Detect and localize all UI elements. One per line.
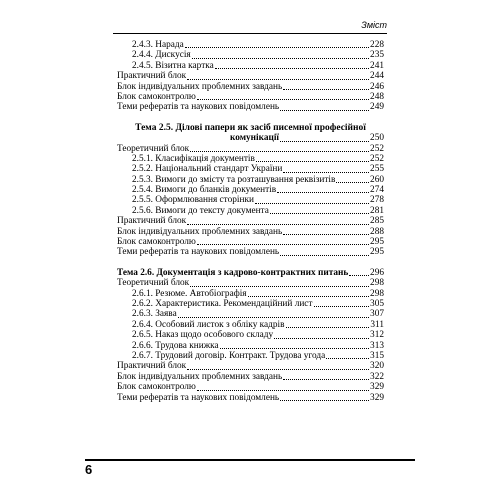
toc-entry-page: 320 [370,361,384,372]
toc-entry-text: Блок самоконтролю [117,91,196,102]
toc-entry [117,92,384,102]
toc-entry-page: 295 [370,247,384,258]
toc-entry-page: 285 [370,216,384,227]
toc-entry-page: 307 [370,309,384,320]
toc-entry [117,82,384,92]
toc-entry [117,206,384,216]
toc-entry [117,154,384,164]
toc-entry-text: 2.6.6. Трудова книжка [132,340,219,351]
footer-divider [85,459,415,461]
toc-entry [117,50,384,60]
toc-entry [117,361,384,371]
toc-entry [117,299,384,309]
toc-entry-page: 315 [370,350,384,361]
toc-entry [117,341,384,351]
header-divider [113,33,387,34]
topic-2-5-heading: Тема 2.5. Ділові папери як засіб писемної професійної [135,122,366,133]
toc-entry-text: Блок індивідуальних проблемних завдань [117,226,283,237]
toc-entry-text: 2.6.5. Наказ щодо особового складу [132,330,274,341]
toc-entry-text: Практичний блок [117,216,187,227]
toc-entry-text: 2.5.6. Вимоги до тексту документа [132,205,269,216]
toc-entry-text: 2.4.5. Візитна картка [132,60,214,71]
dot-leader [256,161,369,162]
toc-entry [117,40,384,50]
toc-entry-text: Теми рефератів та наукових повідомлень [117,102,280,113]
toc-entry-page: 235 [370,50,384,61]
toc-entry-page: 298 [370,278,384,289]
dot-leader [197,390,369,391]
dot-leader [314,306,370,307]
dot-leader [286,327,370,328]
dot-leader [270,213,369,214]
dot-leader [197,244,369,245]
toc-entry-page: 248 [370,91,384,102]
toc-entry [117,227,384,237]
dot-leader [277,192,369,193]
dot-leader [280,141,369,142]
toc-entry-text: 2.5.3. Вимоги до змісту та розташування реквізитів [132,174,336,185]
toc-entry-text: Тема 2.6. Документація з кадрово-контрактних питань [117,267,349,278]
toc-group-2-6 [117,278,384,403]
toc-entry-page: 329 [370,382,384,393]
toc-entry [117,330,384,340]
toc-entry-text: 2.6.4. Особовий листок з обліку кадрів [132,319,285,330]
toc-entry-text: Блок самоконтролю [117,382,196,393]
dot-leader [274,338,369,339]
toc-group-2-4 [117,40,384,113]
toc-entry-text: Блок самоконтролю [117,237,196,248]
toc-entry-page: 252 [370,143,384,154]
section-spacer [117,113,384,123]
toc-entry-page: 322 [370,371,384,382]
toc-entry [117,278,384,288]
toc-entry [117,185,384,195]
toc-entry-page: 252 [370,153,384,164]
toc-entry [117,164,384,174]
topic-2-5-heading-continuation [117,133,384,143]
toc-entry [117,382,384,392]
dot-leader [283,234,369,235]
toc-entry-page: 249 [370,102,384,113]
toc-entry-text: 2.6.3. Заява [132,309,177,320]
toc-entry-text: 2.4.4. Дискусія [132,50,191,61]
toc-entry-page: 281 [370,205,384,216]
toc-entry-text: комунікації [230,133,280,144]
toc-entry-page: 313 [370,340,384,351]
toc-entry [117,195,384,205]
toc-entry-page: 246 [370,81,384,92]
toc-entry-text: 2.4.3. Нарада [132,39,184,50]
toc-entry-page: 241 [370,60,384,71]
toc-entry-page: 244 [370,71,384,82]
toc-entry-text: Блок індивідуальних проблемних завдань [117,81,283,92]
toc-entry-page: 329 [370,392,384,403]
dot-leader [280,255,369,256]
toc-entry-page: 260 [370,174,384,185]
dot-leader [185,47,369,48]
toc-entry-text: 2.5.2. Національний стандарт України [132,164,283,175]
toc-entry [117,289,384,299]
toc-entry [117,247,384,257]
toc-entry-text: Практичний блок [117,361,187,372]
dot-leader [255,203,369,204]
toc-entry [117,320,384,330]
toc-entry-text: 2.6.2. Характеристика. Рекомендаційний лист [132,298,313,309]
toc-entry-text: 2.5.5. Оформлювання сторінки [132,195,254,206]
toc-entry-page: 312 [370,330,384,341]
toc-entry-text: Теоретичний блок [117,143,190,154]
dot-leader [280,400,369,401]
toc-entry-page: 311 [370,319,384,330]
dot-leader [283,89,369,90]
toc-entry-page: 255 [370,164,384,175]
dot-leader [187,224,369,225]
dot-leader [349,275,369,276]
toc-entry-text: Теоретичний блок [117,278,190,289]
toc-entry [117,175,384,185]
toc-entry-text: Блок індивідуальних проблемних завдань [117,371,283,382]
toc-entry [117,237,384,247]
dot-leader [215,68,369,69]
toc-entry-page: 278 [370,195,384,206]
dot-leader [336,182,369,183]
dot-leader [187,369,369,370]
dot-leader [192,58,369,59]
toc-entry [117,71,384,81]
toc-entry-page: 250 [370,133,384,144]
toc-entry [117,393,384,403]
dot-leader [283,172,369,173]
topic-2-6-heading [117,268,384,278]
dot-leader [283,379,369,380]
toc-entry [117,144,384,154]
dot-leader [197,99,369,100]
toc-entry [117,216,384,226]
toc-entry-page: 295 [370,237,384,248]
toc-entry-page: 228 [370,39,384,50]
toc-entry [117,309,384,319]
toc-entry-page: 296 [370,267,384,278]
dot-leader [190,151,369,152]
page-number: 6 [85,462,93,477]
section-spacer [117,258,384,268]
toc-entry [117,351,384,361]
table-of-contents [117,40,384,403]
toc-entry-text: 2.6.1. Резюме. Автобіографія [132,288,247,299]
toc-entry-page: 288 [370,226,384,237]
dot-leader [280,110,369,111]
toc-entry-text: 2.5.4. Вимоги до бланків документів [132,185,277,196]
dot-leader [220,348,369,349]
toc-entry [117,102,384,112]
dot-leader [248,296,369,297]
toc-entry-text: 2.5.1. Класифікація документів [132,153,255,164]
dot-leader [178,317,369,318]
dot-leader [190,286,369,287]
dot-leader [187,79,369,80]
toc-group-2-5 [117,144,384,258]
toc-entry-page: 298 [370,288,384,299]
toc-entry-text: Теми рефератів та наукових повідомлень [117,247,280,258]
toc-entry-text: Практичний блок [117,71,187,82]
toc-entry-page: 305 [370,298,384,309]
dot-leader [326,358,369,359]
toc-entry-page: 274 [370,185,384,196]
toc-entry-text: Теми рефератів та наукових повідомлень [117,392,280,403]
toc-entry [117,61,384,71]
running-header: Зміст [361,20,387,30]
toc-entry-text: 2.6.7. Трудовий договір. Контракт. Трудова угода [132,350,326,361]
toc-entry [117,372,384,382]
